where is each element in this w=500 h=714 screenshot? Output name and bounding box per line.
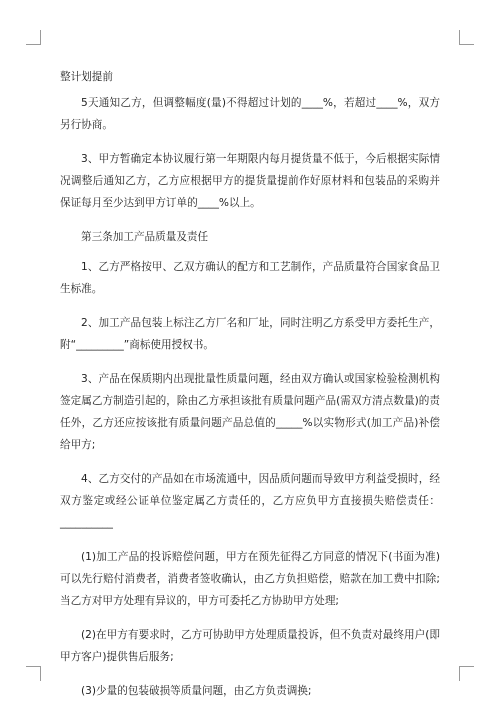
paragraph-continued-heading: 整计划提前 [60, 71, 113, 83]
paragraph-quality-4: 4、乙方交付的产品如在市场流通中，因品质问题而导致甲方利益受损时，经双方鉴定或经公证单位鉴定属乙方责任的，乙方应负甲方直接损失赔偿责任：__________ [60, 473, 440, 529]
paragraph-sub-1: (1)加工产品的投诉赔偿问题，甲方在预先征得乙方同意的情况下(书面为准)可以先行赔付消费者，消费者签收确认，由乙方负担赔偿，赔款在加工费中扣除;当乙方对甲方处理有异议的，甲方可委托乙方协助甲方处理; [60, 551, 440, 607]
paragraph-quality-3: 3、产品在保质期内出现批量性质量问题，经由双方确认或国家检验检测机构签定属乙方制造引起的，除由乙方承担该批有质量问题产品(需双方清点数量)的责任外，乙方还应按该批有质量问题产品总值的_____%以实物形式(加工产品)补偿给甲方; [60, 373, 440, 451]
crop-mark-top-left [26, 30, 41, 45]
crop-mark-top-right [459, 30, 474, 45]
paragraph-quality-2: 2、加工产品包装上标注乙方厂名和厂址，同时注明乙方系受甲方委托生产，附“_________”商标使用授权书。 [60, 317, 440, 351]
paragraph-sub-3: (3)少量的包装破损等质量问题，由乙方负责调换; [81, 685, 312, 697]
paragraph-notice-days: 5天通知乙方，但调整幅度(量)不得超过计划的____%，若超过____%，双方另行协商。 [60, 97, 440, 131]
paragraph-sub-2: (2)在甲方有要求时，乙方可协助甲方处理质量投诉，但不负责对最终用户(即甲方客户)提供售后服务; [60, 629, 440, 663]
paragraph-clause-3: 3、甲方暂确定本协议履行第一年期限内每月提货量不低于，今后根据实际情况调整后通知乙方，乙方应根据甲方的提货量提前作好原材料和包装品的采购并保证每月至少达到甲方订单的____%以上。 [60, 153, 440, 209]
document-body [60, 66, 440, 714]
section-heading-quality: 第三条加工产品质量及责任 [81, 231, 209, 243]
crop-mark-bottom-right [459, 666, 474, 681]
crop-mark-bottom-left [26, 666, 41, 681]
paragraph-quality-1: 1、乙方严格按甲、乙双方确认的配方和工艺制作，产品质量符合国家食品卫生标准。 [60, 261, 440, 295]
